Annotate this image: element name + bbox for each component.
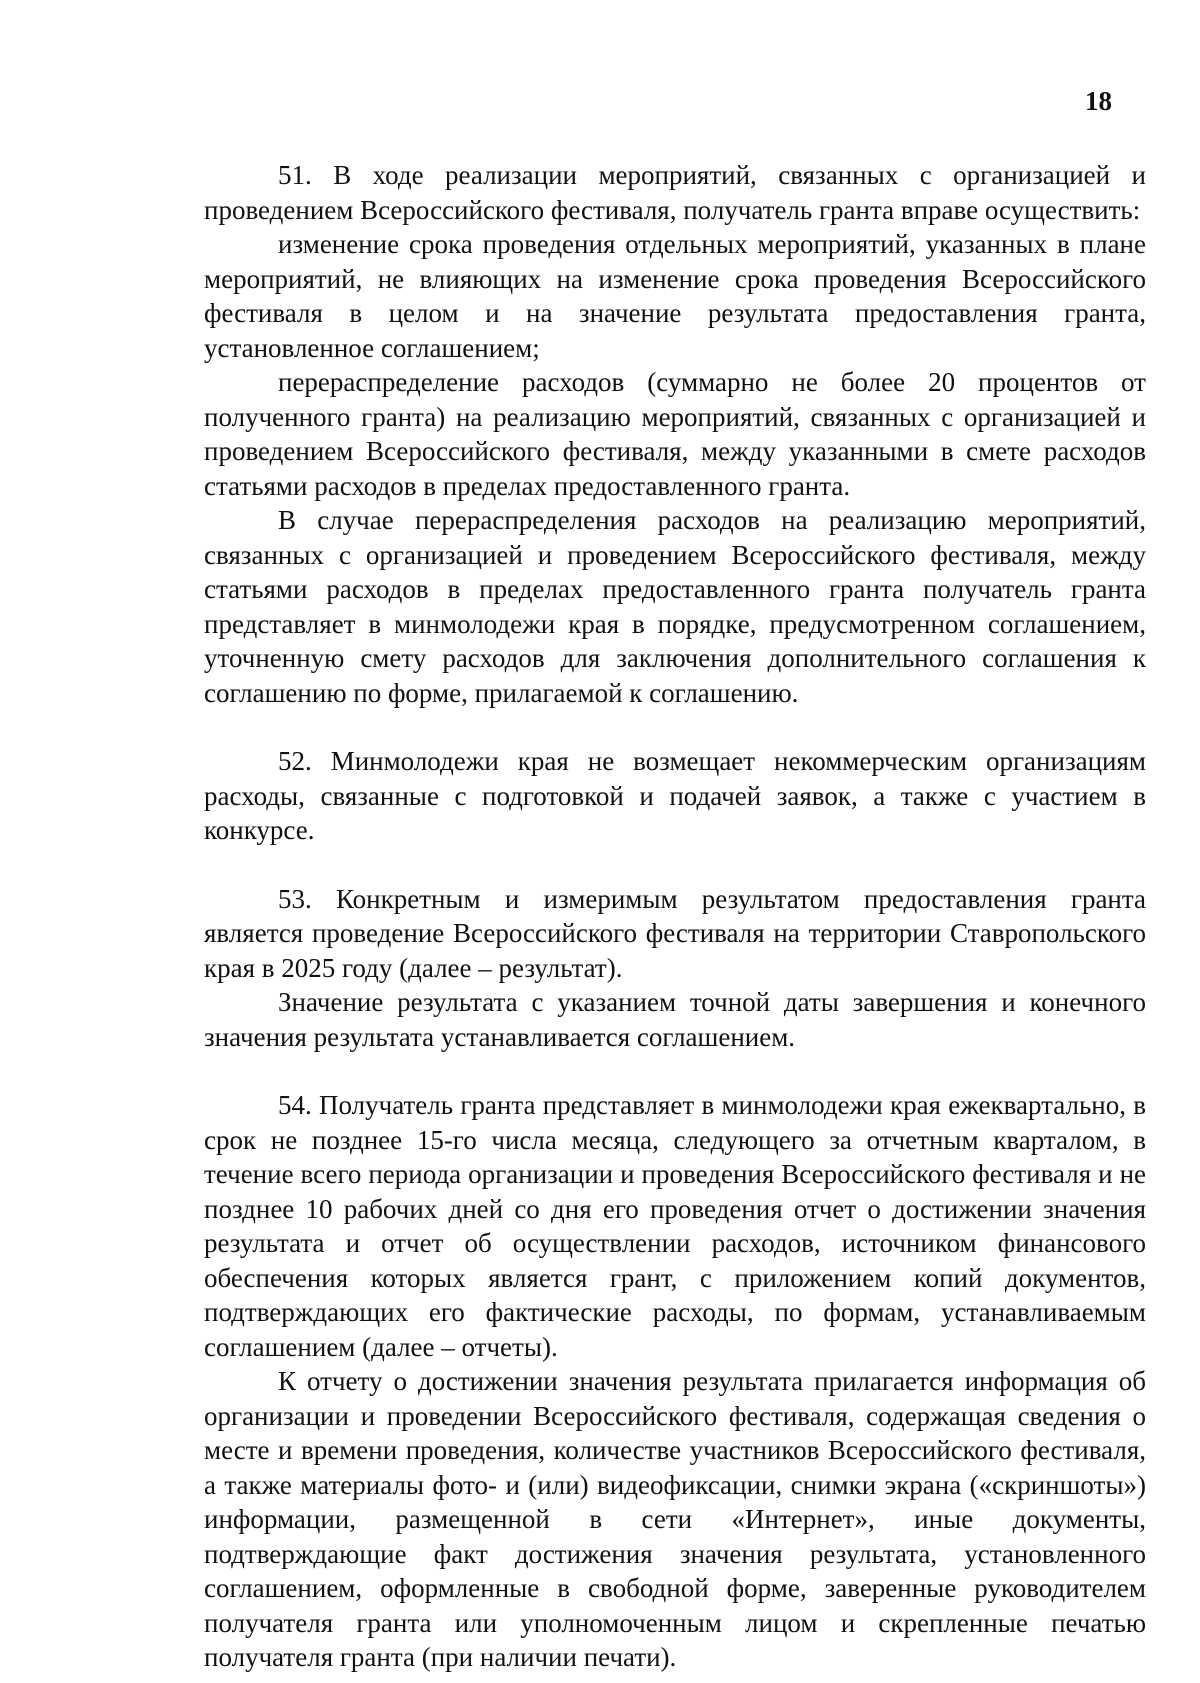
paragraph-51-item-1: изменение срока проведения отдельных мероприятий, указанных в плане мероприятий, не влияющих на изменение срока проведения Всероссийского фестиваля в целом и на значение результата предоставления гранта, установленное соглашением; <box>204 229 1146 363</box>
document-body <box>204 158 1146 1675</box>
page-number: 18 <box>1085 86 1112 116</box>
paragraph-51-note: В случае перераспределения расходов на реализацию мероприятий, связанных с организацией и проведением Всероссийского фестиваля, между статьями расходов в пределах предоставленного гранта получатель гранта представляет в минмолодежи края в порядке, предусмотренном соглашением, уточненную смету расходов для заключения дополнительного соглашения к соглашению по форме, прилагаемой к соглашению. <box>204 505 1146 708</box>
paragraph-53: 53. Конкретным и измеримым результатом предоставления гранта является проведение Всероссийского фестиваля на территории Ставропольского края в 2025 году (далее – результат). <box>204 883 1146 983</box>
paragraph-54: 54. Получатель гранта представляет в минмолодежи края ежеквартально, в срок не позднее 15-го числа месяца, следующего за отчетным кварталом, в течение всего периода организации и проведения Всероссийского фестиваля и не позднее 10 рабочих дней со дня его проведения отчет о достижении значения результата и отчет об осуществлении расходов, источником финансового обеспечения которых является грант, с приложением копий документов, подтверждающих его фактические расходы, по формам, устанавливаемым соглашением (далее – отчеты). <box>204 1090 1146 1362</box>
paragraph-52: 52. Минмолодежи края не возмещает некоммерческим организациям расходы, связанные с подготовкой и подачей заявок, а также с участием в конкурсе. <box>204 746 1146 845</box>
paragraph-53-note: Значение результата с указанием точной даты завершения и конечного значения результата устанавливается соглашением. <box>204 987 1146 1052</box>
paragraph-51-item-2: перераспределение расходов (суммарно не более 20 процентов от полученного гранта) на реализацию мероприятий, связанных с организацией и проведением Всероссийского фестиваля, между указанными в смете расходов статьями расходов в пределах предоставленного гранта. <box>204 367 1146 501</box>
section-gap <box>204 848 1146 882</box>
paragraph-51: 51. В ходе реализации мероприятий, связанных с организацией и проведением Всероссийского фестиваля, получатель гранта вправе осуществить: <box>204 160 1146 225</box>
paragraph-54-note: К отчету о достижении значения результата прилагается информация об организации и проведении Всероссийского фестиваля, содержащая сведения о месте и времени проведения, количестве участников Всероссийского фестиваля, а также материалы фото- и (или) видеофиксации, снимки экрана («скриншоты») информации, размещенной в сети «Интернет», иные документы, подтверждающие факт достижения значения результата, установленного соглашением, оформленные в свободной форме, заверенные руководителем получателя гранта или уполномоченным лицом и скрепленные печатью получателя гранта (при наличии печати). <box>204 1366 1146 1672</box>
section-gap <box>204 1054 1146 1088</box>
section-gap <box>204 710 1146 744</box>
